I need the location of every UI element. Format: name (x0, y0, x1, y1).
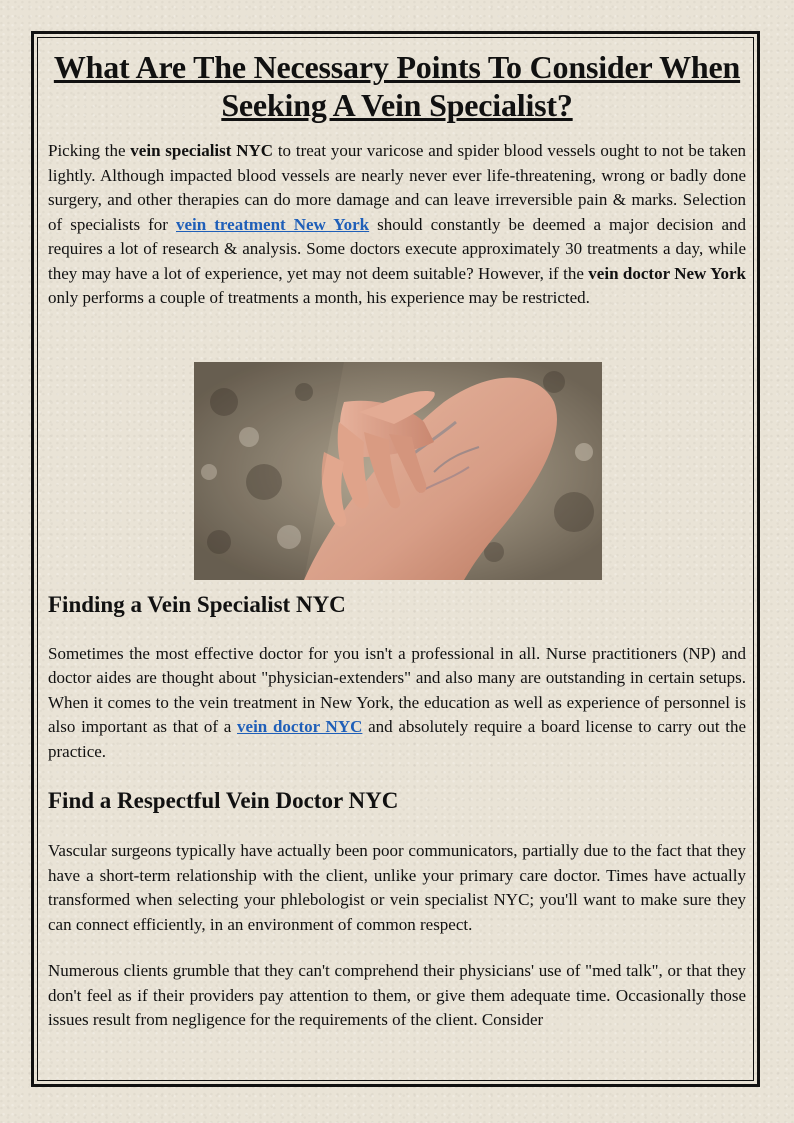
intro-bold-2: vein doctor New York (588, 263, 747, 283)
section1-text-1: Sometimes the most effective doctor for you isn't a professional in all. Nurse practitioners (NP) and doctor aides are thought about "physician-extenders" and also many are outstanding in certain setups. When it comes to the vein treatment in New York, the education as well as experience of personnel is also important as that of a (48, 643, 746, 736)
intro-text-4: only performs a couple of treatments a month, his experience may be restricted. (48, 288, 590, 307)
intro-paragraph (48, 139, 746, 311)
section2-paragraph-2: Numerous clients grumble that they can't comprehend their physicians' use of "med talk", or that they don't feel as if their providers pay attention to them, or give them adequate time. Occasionally those issues result from negligence for the requirements of the client. Consider (48, 961, 746, 1029)
intro-text-3: should constantly be deemed a major decision and requires a lot of research & analysis. Some doctors execute approximately 30 treatments a day, while they may have a lot of experience, yet may not deem suitable? However, if the (48, 214, 746, 283)
section1-paragraph (48, 642, 746, 765)
vein-treatment-new-york-link[interactable]: vein treatment New York (176, 214, 370, 234)
section2-heading: Find a Respectful Vein Doctor NYC (48, 788, 399, 813)
intro-text-2: to treat your varicose and spider blood vessels ought to not be taken lightly. Although impacted blood vessels are nearly never ever life-threatening, wrong or badly done surgery, and other therapies can do more damage and can leave irreversible pain & marks. Selection of specialists for (48, 141, 746, 234)
article-title: What Are The Necessary Points To Consider When Seeking A Vein Specialist? (53, 49, 741, 123)
vein-doctor-nyc-link[interactable]: vein doctor NYC (237, 717, 363, 736)
section2-paragraph-1: Vascular surgeons typically have actually been poor communicators, partially due to the fact that they have a short-term relationship with the client, unlike your primary care doctor. Times have actually transformed when selecting your phlebologist or vein specialist NYC; you'll want to make sure they can connect efficiently, in an environment of common respect. (48, 841, 746, 934)
intro-bold-1: vein specialist NYC (130, 141, 274, 160)
intro-text-1: Picking the (48, 141, 131, 160)
leg-varicose-veins-photo (194, 362, 602, 580)
section1-heading: Finding a Vein Specialist NYC (48, 591, 346, 617)
section1-text-2: and absolutely require a board license to carry out the practice. (48, 717, 747, 761)
